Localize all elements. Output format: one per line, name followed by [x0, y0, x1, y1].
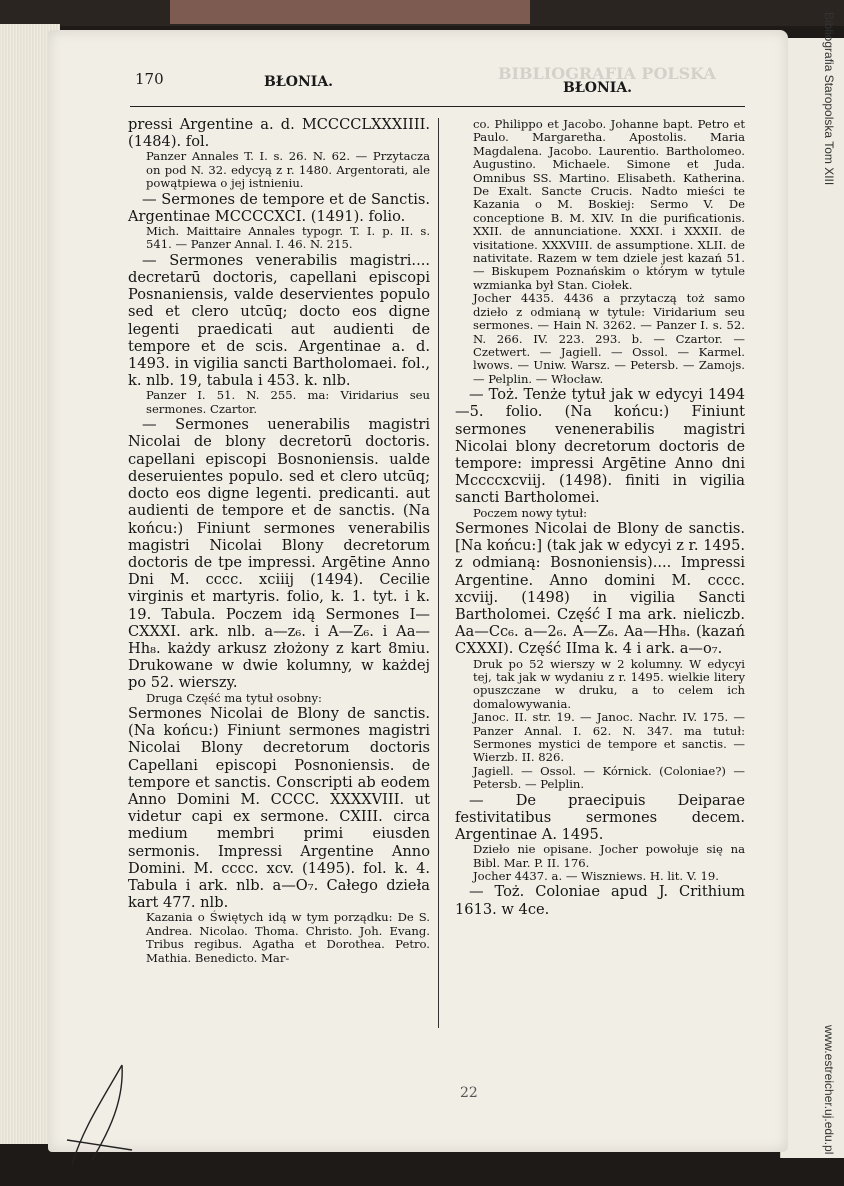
running-head-right: BŁONIA. — [563, 80, 633, 96]
paragraph: Jocher 4435. 4436 a przytaczą toż samo dzieło z odmianą w tytule: Viridarium seu sermones. — Hain N. 3262. — Panzer I. s. 52. N. 266. IV. 223. 293. b. — Czartor. — Czetwert. — Jagiell. — Ossol. — Karmel. lwows. — Uniw. Warsz. — Petersb. — Zamojs. — Pelplin. — Włocław. — [473, 291, 745, 386]
paragraph: Poczem nowy tytuł: — [473, 505, 588, 520]
paragraph: co. Philippo et Jacobo. Johanne bapt. Petro et Paulo. Margaretha. Apostolis. Maria Magdalena. Jacobo. Laurentio. Bartholomeo. Augustino. Michaele. Simone et Juda. Omnibus SS. Martino. Elisabeth. Katherina. De Exalt. Sancte Crucis. Nadto mieści te Kazania o M. Boskiej: Sermo V. De conceptione B. M. XIV. In die purificationis. XXII. de annunciatione. XXXI. i XXXII. de visitatione. XXXVIII. de assumptione. XLII. de nativitate. Razem w tem dziele jest kazań 51. — Biskupem Poznańskim o którym w tytule wzmianka był Stan. Ciołek. — [473, 117, 745, 292]
paragraph: — De praecipuis Deiparae festivitatibus sermones decem. Argentinae A. 1495. — [455, 791, 745, 844]
column-divider — [438, 118, 439, 1028]
signature-mark: 22 — [460, 1085, 478, 1101]
paragraph: Sermones Nicolai de Blony de sanctis. (Na końcu:) Finiunt sermones magistri Nicolai Blony decretorum doctoris Capellani episcopi Posnoniensis. de tempore et sanctis. Conscripti ab eodem Anno Domini M. CCCC. XXXXVIII. ut videtur capi ex sermone. CXIII. circa medium membri primi eiusden sermonis. Impressi Argentine Anno Domini. M. cccc. xcv. (1495). fol. k. 4. Tabula i ark. nlb. a—O₇. Całego dzieła kart 477. nlb. — [128, 704, 430, 912]
side-caption-bottom: www.estreicher.uj.edu.pl — [822, 1025, 836, 1155]
facing-page-edge — [780, 38, 844, 1158]
paragraph: — Sermones de tempore et de Sanctis. Argentinae MCCCCXCI. (1491). folio. — [128, 190, 430, 225]
paragraph: Kazania o Świętych idą w tym porządku: De S. Andrea. Nicolao. Thoma. Christo. Joh. Evang. Tribus regibus. Agatha et Dorothea. Petro. Mathia. Benedicto. Mar- — [146, 910, 430, 965]
paragraph: — Toż. Coloniae apud J. Crithium 1613. w 4ce. — [455, 883, 745, 918]
paragraph: Druk po 52 wierszy w 2 kolumny. W edycyi tej, tak jak w wydaniu z r. 1495. wielkie litery opuszczane w druku, a to celem ich domalowywania. — [473, 656, 745, 711]
bleedthrough-text: BIBLIOGRAFIA POLSKA — [498, 64, 716, 83]
paragraph: — Sermones venerabilis magistri.... decretarū doctoris, capellani episcopi Posnaniensis, valde deservientes populo sed et clero utcūq; docto eos digne legenti praedicati aut audienti de tempore et de scis. Argentinae a. d. 1493. in vigilia sancti Bartholomaei. fol., k. nlb. 19, tabula i 453. k. nlb. — [128, 251, 430, 390]
paragraph: — Toż. Tenże tytuł jak w edycyi 1494—5. folio. (Na końcu:) Finiunt sermones venenerabilis magistri Nicolai blony decretorum doctoris de tempore: impressi Argētine Anno dni Mccccxcviij. (1498). finiti in vigilia sancti Bartholomei. — [455, 386, 745, 507]
book-cover-cloth — [170, 0, 530, 24]
right-column — [455, 118, 745, 918]
paragraph: Mich. Maittaire Annales typogr. T. I. p. II. s. 541. — Panzer Annal. I. 46. N. 215. — [146, 224, 430, 252]
paragraph: Dzieło nie opisane. Jocher powołuje się na Bibl. Mar. P. II. 176. — [473, 842, 745, 870]
paragraph: Panzer Annales T. I. s. 26. N. 62. — Przytacza on pod N. 32. edycyą z r. 1480. Argentorati, ale powątpiewa o jej istnieniu. — [146, 149, 430, 191]
running-head-left: BŁONIA. — [264, 74, 334, 90]
paragraph: pressi Argentine a. d. MCCCCLXXXIIII. (1484). fol. — [128, 116, 430, 151]
paragraph: Jagiell. — Ossol. — Kórnick. (Coloniae?) — Petersb. — Pelplin. — [473, 763, 745, 792]
signature-scribble — [62, 1060, 142, 1170]
paragraph: Sermones Nicolai de Blony de sanctis. [Na końcu:] (tak jak w edycyi z r. 1495. z odmianą: Bosnoniensis).... Impressi Argentine. Anno domini M. cccc. xcviij. (1498) in vigilia Sancti Bartholomei. Część I ma ark. nieliczb. Aa—Cc₆. a—2₆. A—Z₆. Aa—Hh₈. (kazań CXXXI). Część IIma k. 4 i ark. a—o₇. — [455, 519, 745, 658]
paragraph: — Sermones uenerabilis magistri Nicolai de blony decretorū doctoris. capellani episcopi Bosnoniensis. ualde deseruientes populo. sed et clero utcūq; docto eos digne legenti. predicanti. aut audienti de tempore et de sanctis. (Na końcu:) Finiunt sermones venerabilis magistri Nicolai Blony decretorum doctoris de tpe impressi. Argētine Anno Dni M. cccc. xciiij (1494). Cecilie virginis et martyris. folio, k. 1. tyt. i k. 19. Tabula. Poczem idą Sermones I—CXXXI. ark. nlb. a—z₆. i A—Z₆. i Aa—Hh₈. każdy arkusz złożony z kart 8miu. Drukowane w dwie kolumny, w każdej po 52. wierszy. — [128, 416, 430, 692]
page-number: 170 — [135, 70, 164, 88]
paragraph: Druga Część ma tytuł osobny: — [146, 690, 322, 705]
paragraph: Jocher 4437. a. — Wiszniews. H. lit. V. 19. — [473, 869, 719, 884]
paragraph: Janoc. II. str. 19. — Janoc. Nachr. IV. 175. — Panzer Annal. I. 62. N. 347. ma tutuł: Sermones mystici de tempore et sanctis. — Wierzb. II. 826. — [473, 710, 745, 765]
side-caption-top: Bibliografia Staropolska Tom XIII — [822, 12, 836, 186]
paragraph: Panzer I. 51. N. 255. ma: Viridarius seu sermones. Czartor. — [146, 388, 430, 416]
left-column — [128, 116, 430, 965]
header-rule — [130, 106, 745, 107]
